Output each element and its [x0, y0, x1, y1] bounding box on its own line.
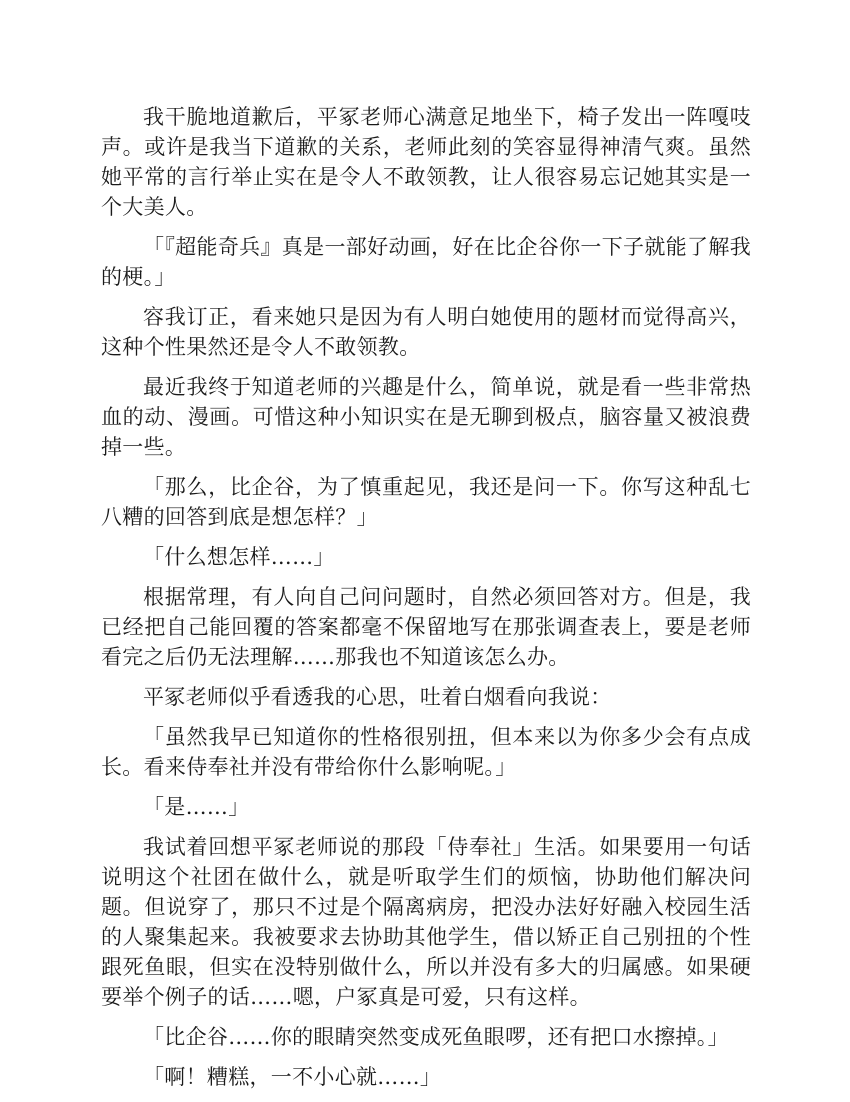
paragraph: 最近我终于知道老师的兴趣是什么，简单说，就是看一些非常热血的动、漫画。可惜这种小知识实在是无聊到极点，脑容量又被浪费掉一些。	[101, 375, 751, 459]
paragraph: 根据常理，有人向自己问问题时，自然必须回答对方。但是，我已经把自己能回覆的答案都毫不保留地写在那张调查表上，要是老师看完之后仍无法理解……那我也不知道该怎么办。	[101, 585, 751, 669]
paragraph: 容我订正，看来她只是因为有人明白她使用的题材而觉得高兴，这种个性果然还是令人不敢领教。	[101, 305, 751, 359]
paragraph: 「那么，比企谷，为了慎重起见，我还是问一下。你写这种乱七八糟的回答到底是想怎样？」	[101, 475, 751, 529]
paragraph: 「虽然我早已知道你的性格很别扭，但本来以为你多少会有点成长。看来侍奉社并没有带给你什么影响呢。」	[101, 725, 751, 779]
paragraph: 「『超能奇兵』真是一部好动画，好在比企谷你一下子就能了解我的梗。」	[101, 235, 751, 289]
paragraph: 平冢老师似乎看透我的心思，吐着白烟看向我说：	[143, 685, 612, 709]
paragraph: 我干脆地道歉后，平冢老师心满意足地坐下，椅子发出一阵嘎吱声。或许是我当下道歉的关系，老师此刻的笑容显得神清气爽。虽然她平常的言行举止实在是令人不敢领教，让人很容易忘记她其实是一个大美人。	[101, 105, 751, 219]
paragraph: 我试着回想平冢老师说的那段「侍奉社」生活。如果要用一句话说明这个社团在做什么，就是听取学生们的烦恼，协助他们解决问题。但说穿了，那只不过是个隔离病房，把没办法好好融入校园生活的人聚集起来。我被要求去协助其他学生，借以矫正自己别扭的个性跟死鱼眼，但实在没特别做什么，所以并没有多大的归属感。如果硬要举个例子的话……嗯，户冢真是可爱，只有这样。	[101, 835, 751, 1009]
paragraph: 「比企谷……你的眼睛突然变成死鱼眼啰，还有把口水擦掉。」	[143, 1025, 729, 1049]
paragraph: 「什么想怎样……」	[143, 545, 335, 569]
paragraph: 「啊！糟糕，一不小心就……」	[143, 1065, 442, 1089]
paragraph: 「是……」	[143, 795, 250, 819]
body-text	[101, 102, 751, 1102]
